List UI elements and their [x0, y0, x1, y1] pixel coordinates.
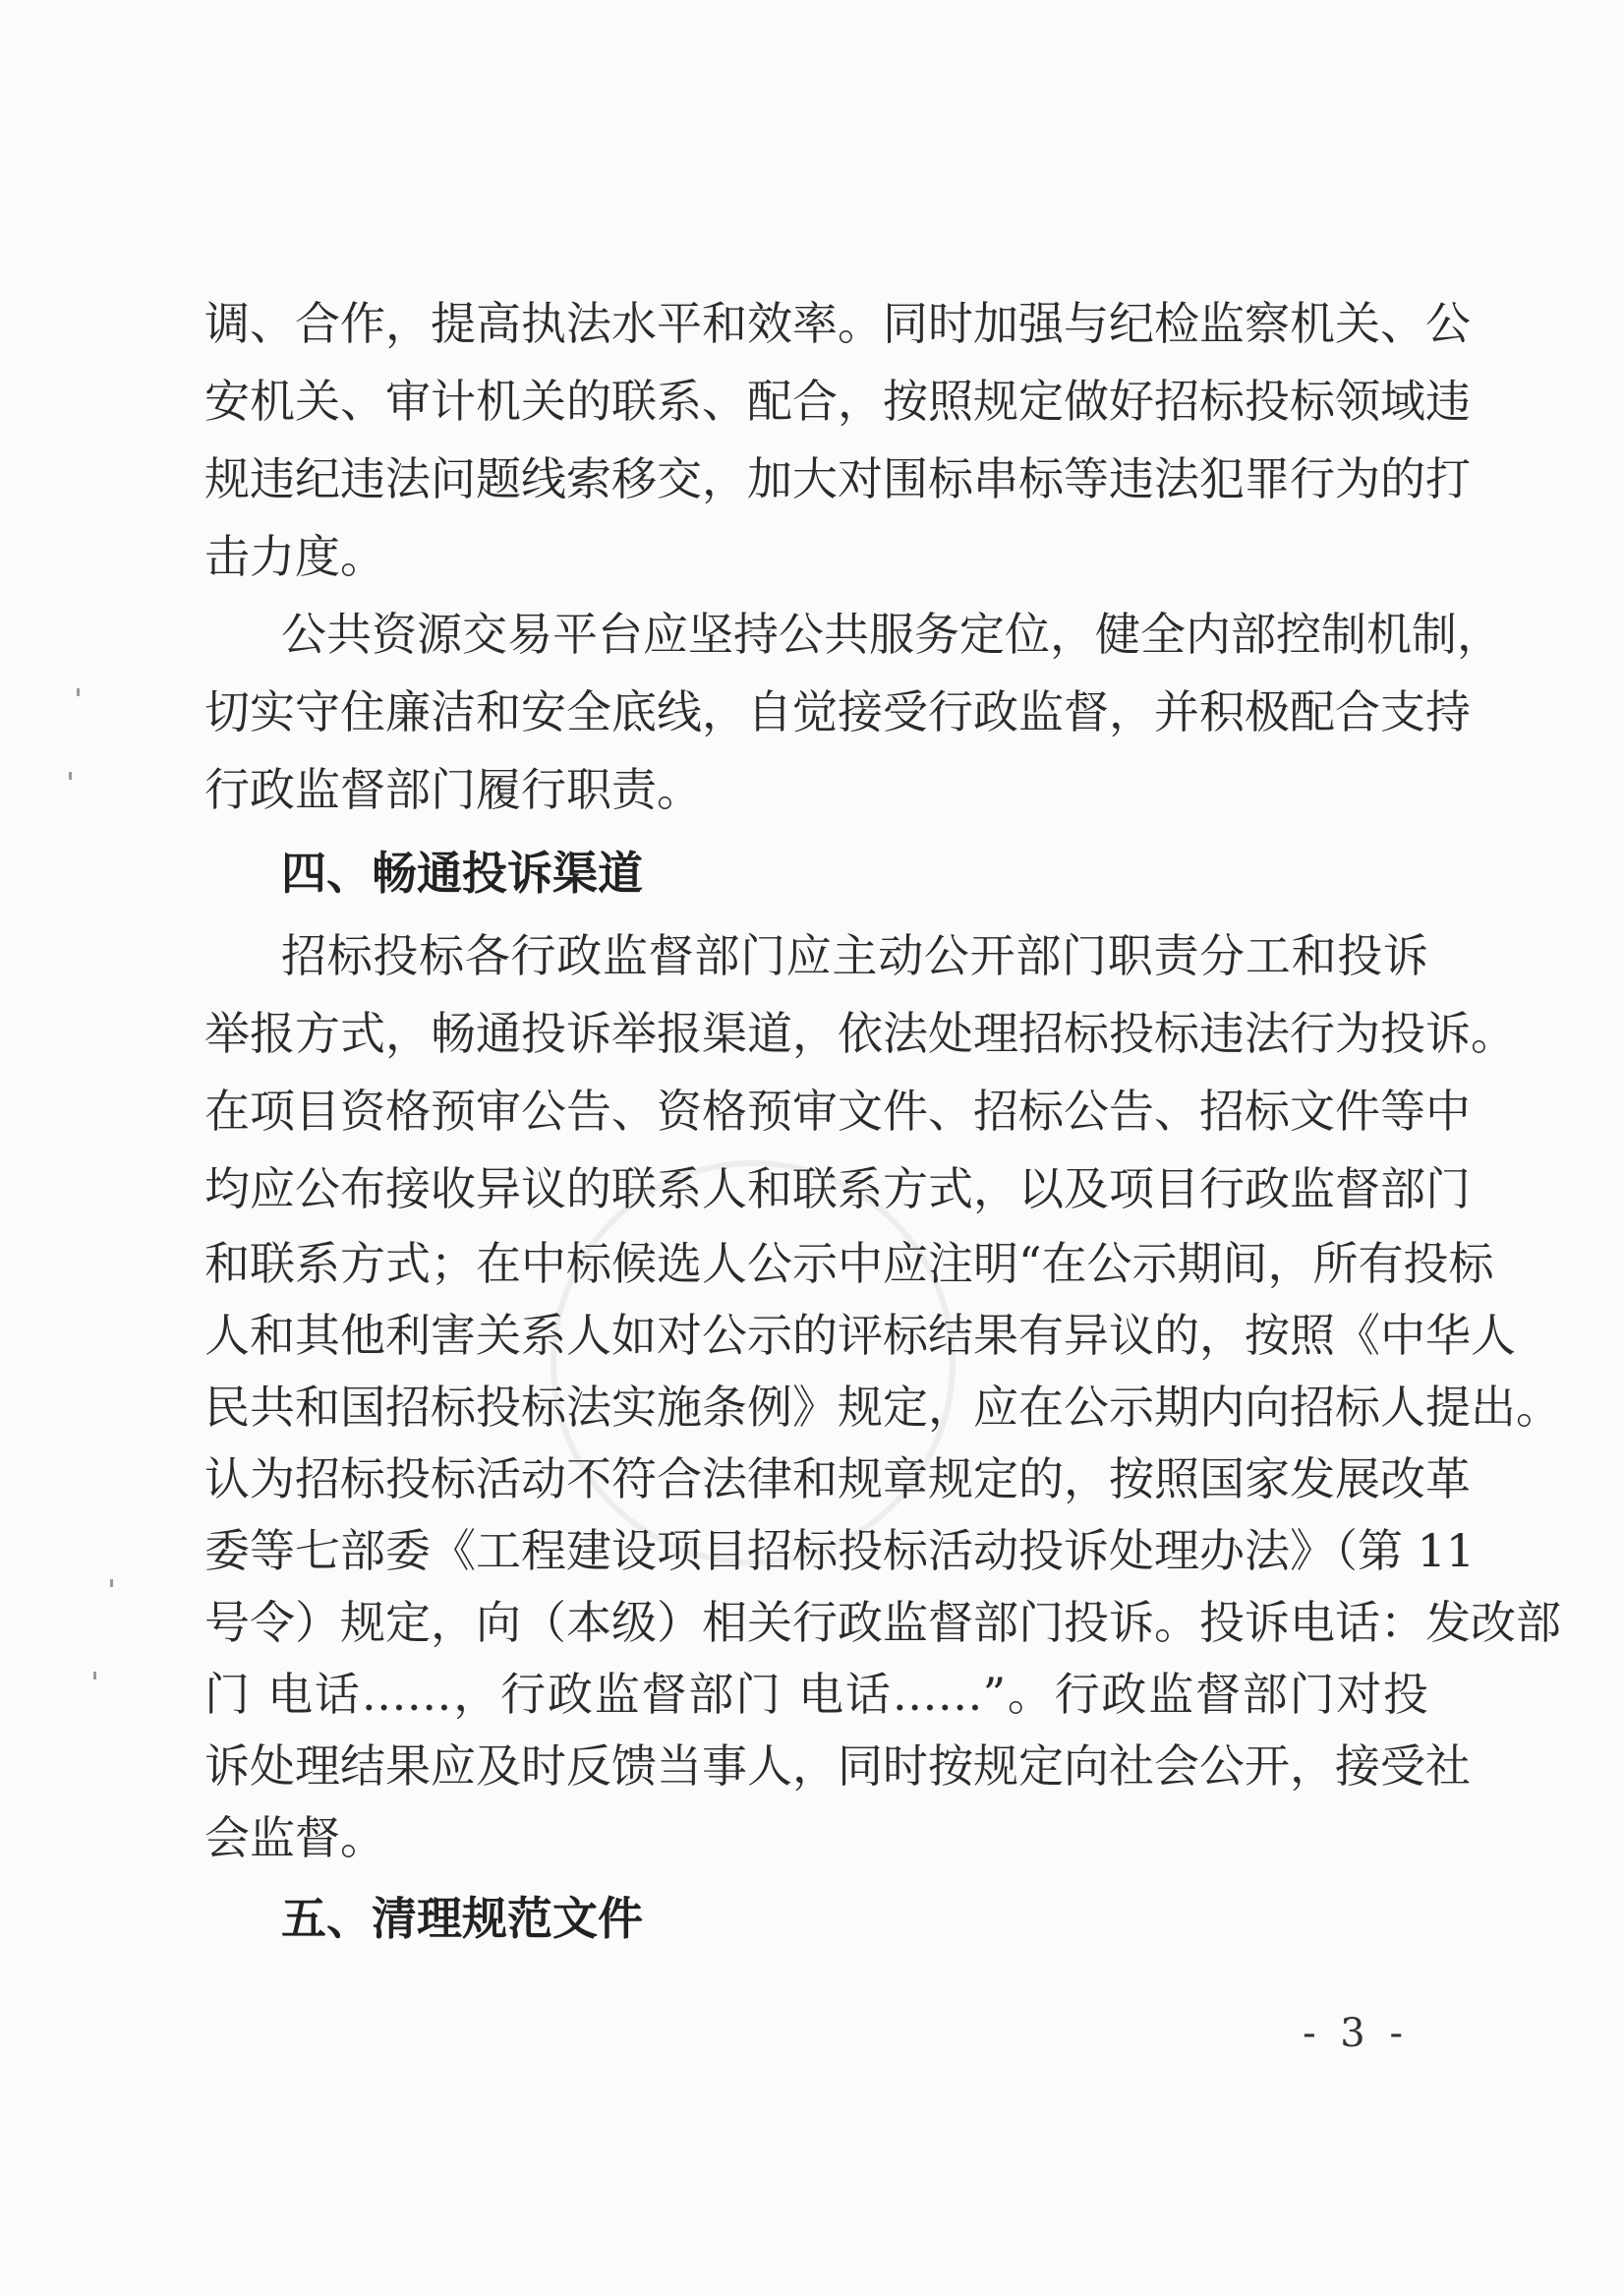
- text-line: 切实守住廉洁和安全底线，自觉接受行政监督，并积极配合支持: [204, 685, 1471, 738]
- text-line: 安机关、审计机关的联系、配合，按照规定做好招标投标领域违: [204, 375, 1471, 428]
- scan-speck: [110, 1579, 113, 1587]
- text-line: 行政监督部门履行职责。: [204, 763, 702, 816]
- text-line: 均应公布接收异议的联系人和联系方式，以及项目行政监督部门: [204, 1162, 1471, 1215]
- text-line: 会监督。: [204, 1811, 385, 1864]
- scan-speck: [69, 772, 72, 780]
- paragraph-complaint-channels: [204, 917, 1561, 1874]
- text-line: 认为招标投标活动不符合法律和规章规定的，按照国家发展改革: [204, 1452, 1471, 1505]
- document-body: [204, 285, 1561, 1963]
- text-line: 民共和国招标投标法实施条例》规定，应在公示期内向招标人提出。: [204, 1381, 1561, 1434]
- text-line: 诉处理结果应及时反馈当事人，同时按规定向社会公开，接受社: [204, 1739, 1471, 1793]
- text-line: 委等七部委《工程建设项目招标投标活动投诉处理办法》（第 11: [204, 1524, 1476, 1577]
- text-line: 规违纪违法问题线索移交，加大对围标串标等违法犯罪行为的打: [204, 452, 1471, 505]
- paragraph-enforcement-cooperation: [204, 285, 1471, 596]
- text-line: 击力度。: [204, 530, 385, 583]
- text-line: 门 电话……，行政监督部门 电话……”。行政监督部门对投: [204, 1668, 1428, 1721]
- text-line: 在项目资格预审公告、资格预审文件、招标公告、招标文件等中: [204, 1085, 1471, 1138]
- scan-speck: [93, 1672, 96, 1679]
- scan-speck: [77, 688, 80, 696]
- text-line: 人和其他利害关系人如对公示的评标结果有异议的，按照《中华人: [204, 1309, 1516, 1362]
- text-line: 调、合作，提高执法水平和效率。同时加强与纪检监察机关、公: [204, 297, 1471, 350]
- text-line: 公共资源交易平台应坚持公共服务定位，健全内部控制机制，: [281, 608, 1502, 661]
- section-heading-4: 四、畅通投诉渠道: [281, 847, 643, 900]
- text-line: 举报方式，畅通投诉举报渠道，依法处理招标投标违法行为投诉。: [204, 1007, 1516, 1060]
- section-heading-5: 五、清理规范文件: [281, 1892, 643, 1945]
- text-line: 号令）规定，向（本级）相关行政监督部门投诉。投诉电话：发改部: [204, 1596, 1561, 1649]
- text-line: 招标投标各行政监督部门应主动公开部门职责分工和投诉: [281, 929, 1428, 982]
- page-number: - 3 -: [1303, 2011, 1409, 2056]
- paragraph-trading-platform: [204, 596, 1502, 829]
- text-line: 和联系方式；在中标候选人公示中应注明“在公示期间，所有投标: [204, 1237, 1494, 1290]
